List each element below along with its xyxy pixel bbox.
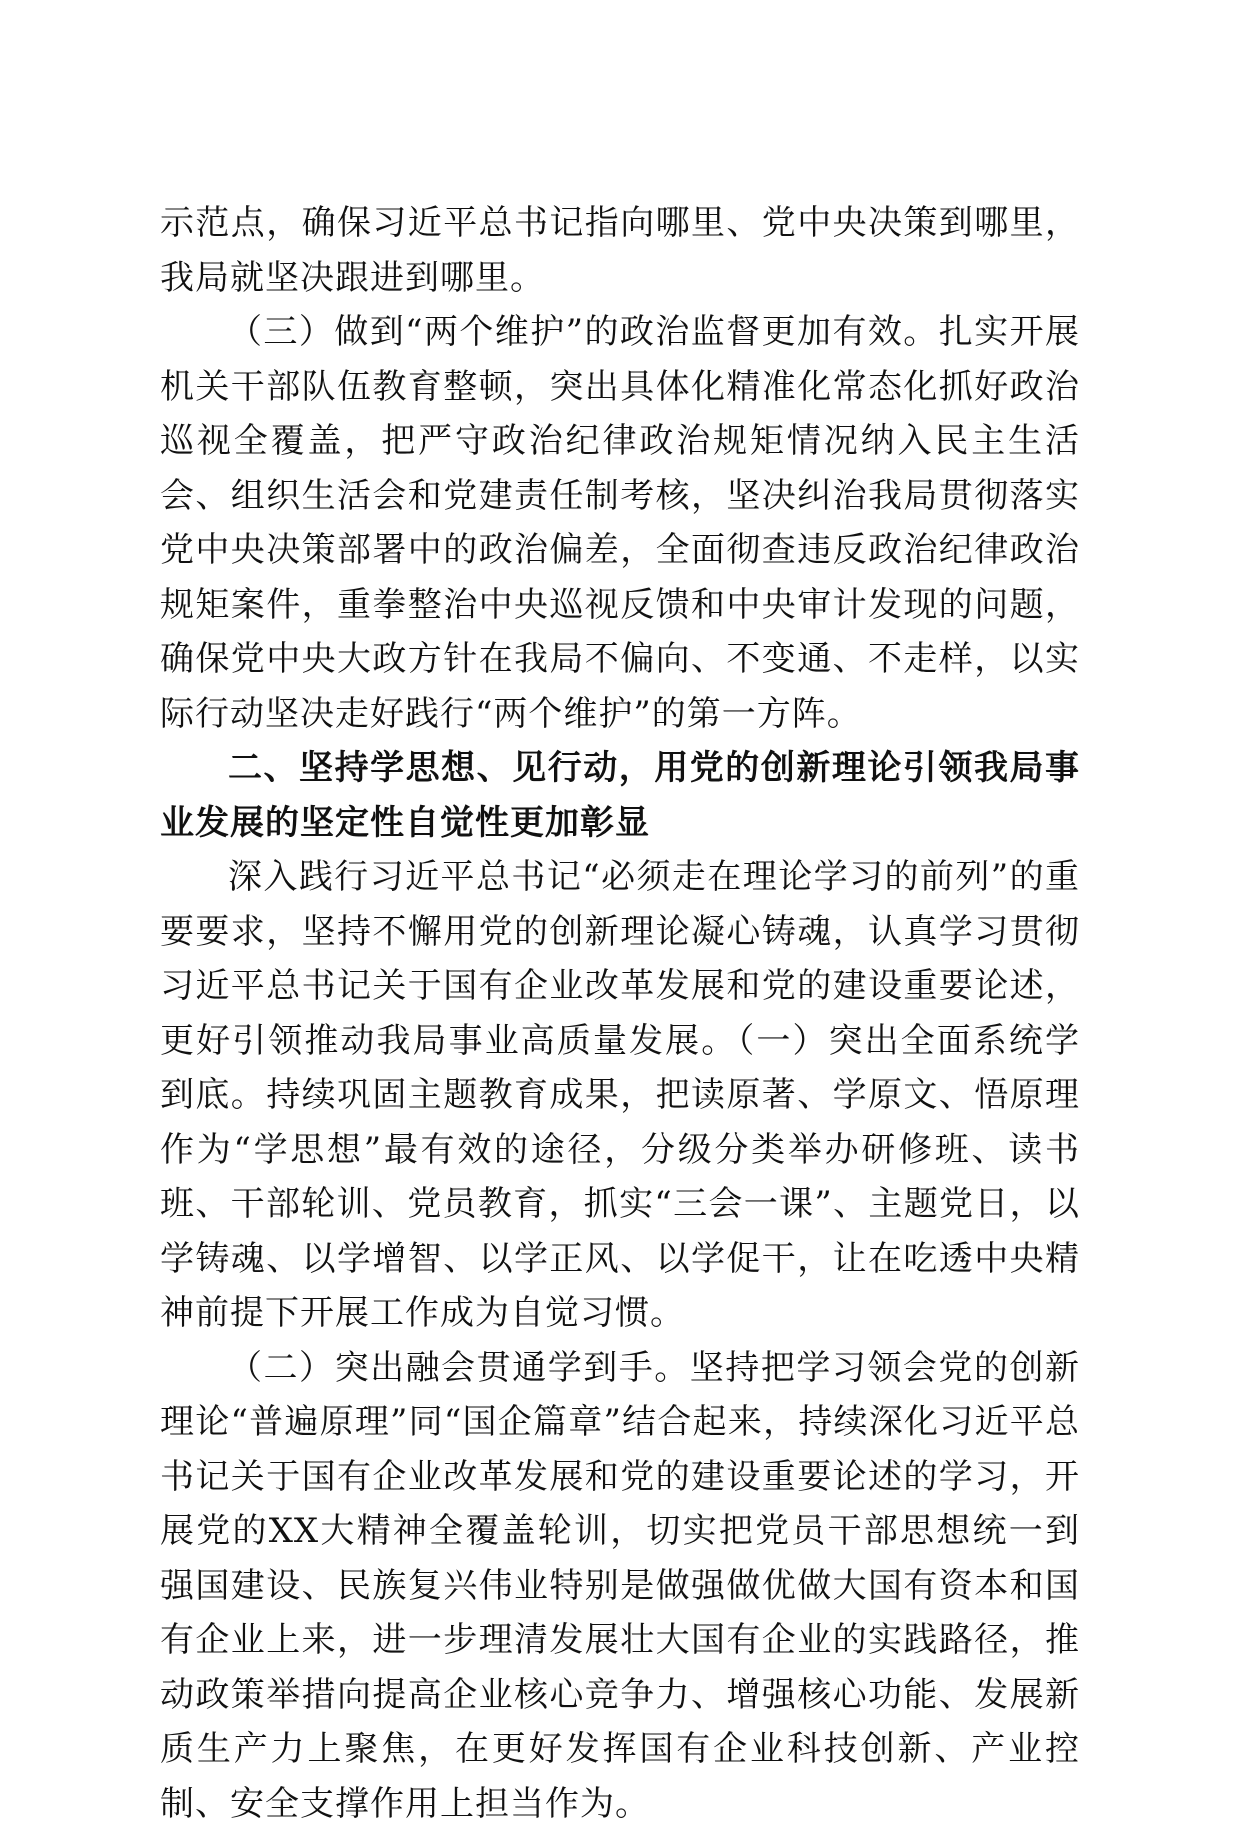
- paragraph-political-supervision: （三）做到“两个维护”的政治监督更加有效。扎实开展机关干部队伍教育整顿，突出具体化精准化常态化抓好政治巡视全覆盖，把严守政治纪律政治规矩情况纳入民主生活会、组织生活会和党建责任制考核，坚决纠治我局贯彻落实党中央决策部署中的政治偏差，全面彻查违反政治纪律政治规矩案件，重拳整治中央巡视反馈和中央审计发现的问题，确保党中央大政方针在我局不偏向、不变通、不走样，以实际行动坚决走好践行“两个维护”的第一方阵。: [160, 305, 1080, 741]
- paragraph-continuation: 示范点，确保习近平总书记指向哪里、党中央决策到哪里，我局就坚决跟进到哪里。: [160, 196, 1080, 305]
- paragraph-integrated-learning: （二）突出融会贯通学到手。坚持把学习领会党的创新理论“普遍原理”同“国企篇章”结合起来，持续深化习近平总书记关于国有企业改革发展和党的建设重要论述的学习，开展党的XX大精神全覆盖轮训，切实把党员干部思想统一到强国建设、民族复兴伟业特别是做强做优做大国有资本和国有企业上来，进一步理清发展壮大国有企业的实践路径，推动政策举措向提高企业核心竞争力、增强核心功能、发展新质生产力上聚焦，在更好发挥国有企业科技创新、产业控制、安全支撑作用上担当作为。: [160, 1341, 1080, 1831]
- section-heading-two: 二、坚持学思想、见行动，用党的创新理论引领我局事业发展的坚定性自觉性更加彰显: [160, 741, 1080, 850]
- paragraph-theory-study: 深入践行习近平总书记“必须走在理论学习的前列”的重要要求，坚持不懈用党的创新理论凝心铸魂，认真学习贯彻习近平总书记关于国有企业改革发展和党的建设重要论述，更好引领推动我局事业高质量发展。（一）突出全面系统学到底。持续巩固主题教育成果，把读原著、学原文、悟原理作为“学思想”最有效的途径，分级分类举办研修班、读书班、干部轮训、党员教育，抓实“三会一课”、主题党日，以学铸魂、以学增智、以学正风、以学促干，让在吃透中央精神前提下开展工作成为自觉习惯。: [160, 850, 1080, 1341]
- document-page: [160, 196, 1080, 1831]
